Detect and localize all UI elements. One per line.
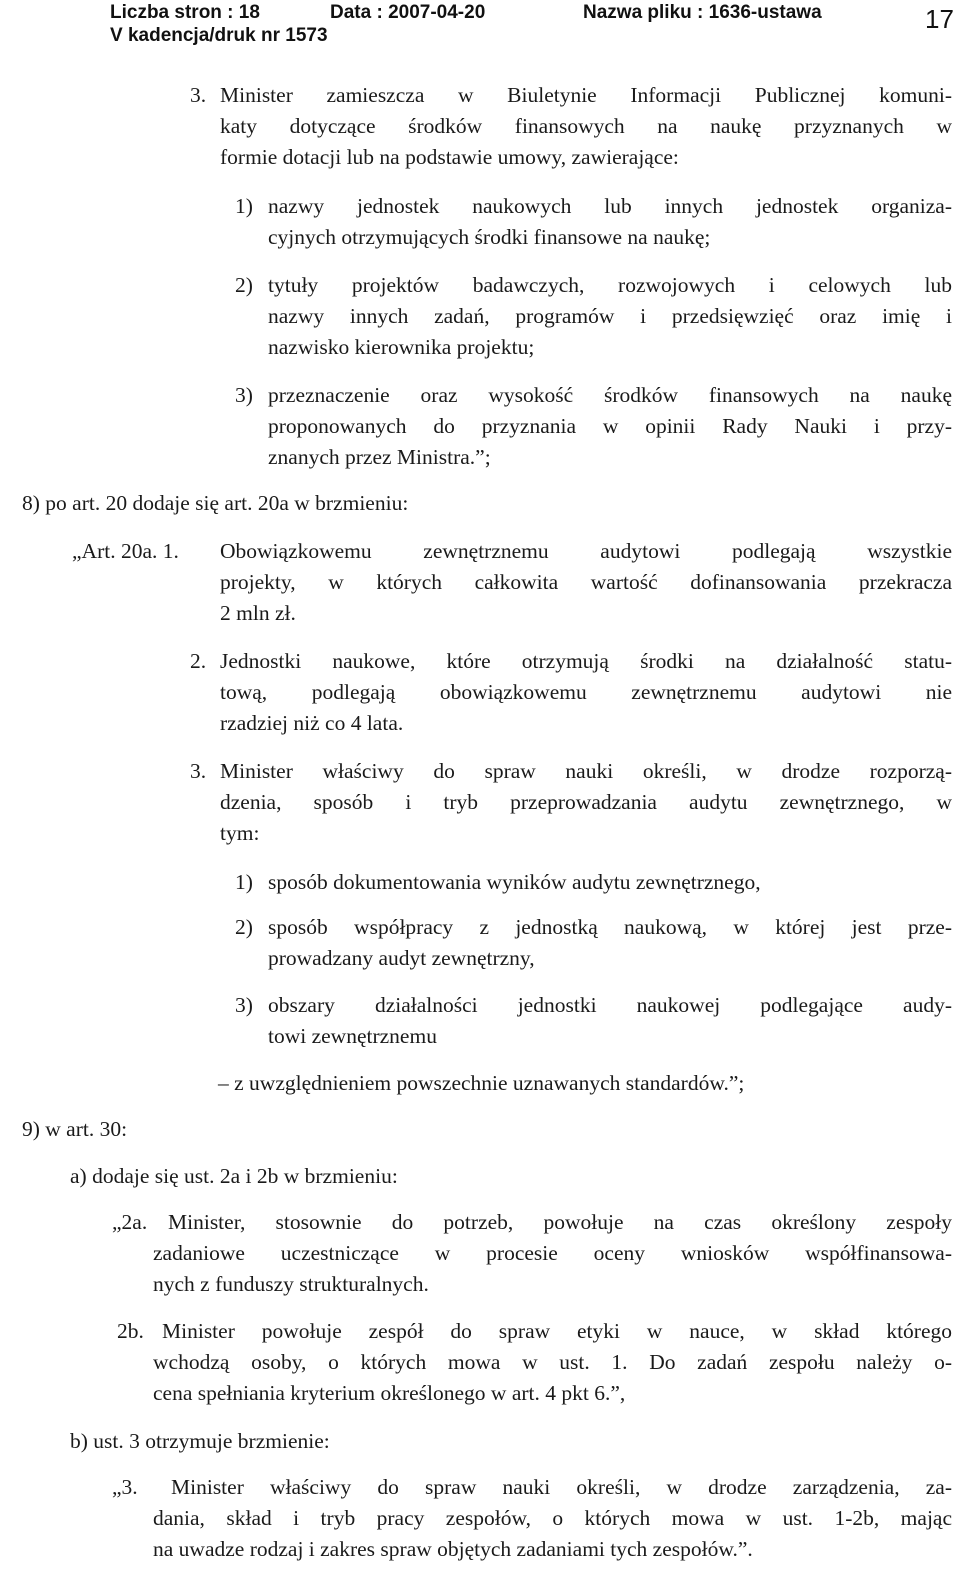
section-3-line: formie dotacji lub na podstawie umowy, zawierające: [220, 145, 679, 169]
item-line: nazwy innych zadań, programów i przedsięwzięć oraz imię i [268, 304, 952, 328]
article-line: Obowiązkowemu zewnętrznemu audytowi podlegają wszystkie [220, 539, 952, 563]
paragraph-line: Minister powołuje zespół do spraw etyki w nauce, w skład którego [162, 1319, 952, 1343]
item-line: sposób dokumentowania wyników audytu zewnętrznego, [268, 870, 761, 894]
article-line: Jednostki naukowe, które otrzymują środki na działalność statu- [220, 649, 952, 673]
closing-line: – z uwzględnieniem powszechnie uznawanych standardów.”; [218, 1071, 745, 1095]
item-number: 2) [235, 273, 253, 297]
section-3-line: Minister zamieszcza w Biuletynie Informacji Publicznej komuni- [220, 83, 952, 107]
paragraph-line: Minister właściwy do spraw nauki określi, w drodze zarządzenia, za- [171, 1475, 952, 1499]
item-line: nazwisko kierownika projektu; [268, 335, 535, 359]
article-line: rzadziej niż co 4 lata. [220, 711, 404, 735]
paragraph-line: Minister, stosownie do potrzeb, powołuje na czas określony zespoły [168, 1210, 952, 1234]
subpoint-b: b) ust. 3 otrzymuje brzmienie: [70, 1429, 330, 1453]
item-number: 1) [235, 194, 253, 218]
article-label: „Art. 20a. 1. [72, 539, 179, 563]
item-number: 3) [235, 993, 253, 1017]
item-line: nazwy jednostek naukowych lub innych jednostek organiza- [268, 194, 952, 218]
item-line: cyjnych otrzymujących środki finansowe na naukę; [268, 225, 711, 249]
article-line: dzenia, sposób i tryb przeprowadzania audytu zewnętrznego, w [220, 790, 952, 814]
header-page-count: Liczba stron : 18 [110, 2, 260, 23]
item-number: 1) [235, 870, 253, 894]
item-line: znanych przez Ministra.”; [268, 445, 491, 469]
header-term: V kadencja/druk nr 1573 [110, 25, 328, 46]
paragraph-number: 3. [190, 759, 207, 783]
header-filename: Nazwa pliku : 1636-ustawa [583, 2, 822, 23]
subpoint-a: a) dodaje się ust. 2a i 2b w brzmieniu: [70, 1164, 398, 1188]
paragraph-line: na uwadze rodzaj i zakres spraw objętych zadaniami tych zespołów.”. [153, 1537, 753, 1561]
paragraph-line: wchodzą osoby, o których mowa w ust. 1. Do zadań zespołu należy o- [153, 1350, 952, 1374]
item-line: sposób współpracy z jednostką naukową, w której jest prze- [268, 915, 952, 939]
item-line: prowadzany audyt zewnętrzny, [268, 946, 535, 970]
paragraph-line: cena spełniania kryterium określonego w art. 4 pkt 6.”, [153, 1381, 626, 1405]
article-line: tową, podlegają obowiązkowemu zewnętrznemu audytowi nie [220, 680, 952, 704]
header-date: Data : 2007-04-20 [330, 2, 486, 23]
paragraph-number: 2b. [117, 1319, 144, 1343]
article-line: projekty, w których całkowita wartość dofinansowania przekracza [220, 570, 952, 594]
item-number: 2) [235, 915, 253, 939]
section-3-number: 3. [190, 83, 207, 107]
page-number: 17 [925, 4, 954, 34]
paragraph-line: nych z funduszy strukturalnych. [153, 1272, 429, 1296]
article-line: 2 mln zł. [220, 601, 296, 625]
item-line: proponowanych do przyznania w opinii Rady Nauki i przy- [268, 414, 952, 438]
paragraph-number: „3. [112, 1475, 138, 1499]
item-line: obszary działalności jednostki naukowej podlegające audy- [268, 993, 952, 1017]
article-line: Minister właściwy do spraw nauki określi, w drodze rozporzą- [220, 759, 952, 783]
item-line: tytuły projektów badawczych, rozwojowych i celowych lub [268, 273, 952, 297]
paragraph-number: 2. [190, 649, 207, 673]
paragraph-number: „2a. [112, 1210, 148, 1234]
item-number: 3) [235, 383, 253, 407]
item-line: przeznaczenie oraz wysokość środków finansowych na naukę [268, 383, 952, 407]
point-9-heading: 9) w art. 30: [22, 1117, 128, 1141]
section-3-line: katy dotyczące środków finansowych na naukę przyznanych w [220, 114, 952, 138]
point-8-heading: 8) po art. 20 dodaje się art. 20a w brzmieniu: [22, 491, 409, 515]
paragraph-line: dania, skład i tryb pracy zespołów, o których mowa w ust. 1-2b, mając [153, 1506, 952, 1530]
item-line: towi zewnętrznemu [268, 1024, 437, 1048]
paragraph-line: zadaniowe uczestniczące w procesie oceny wniosków współfinansowa- [153, 1241, 952, 1265]
article-line: tym: [220, 821, 260, 845]
page-header [0, 0, 960, 52]
